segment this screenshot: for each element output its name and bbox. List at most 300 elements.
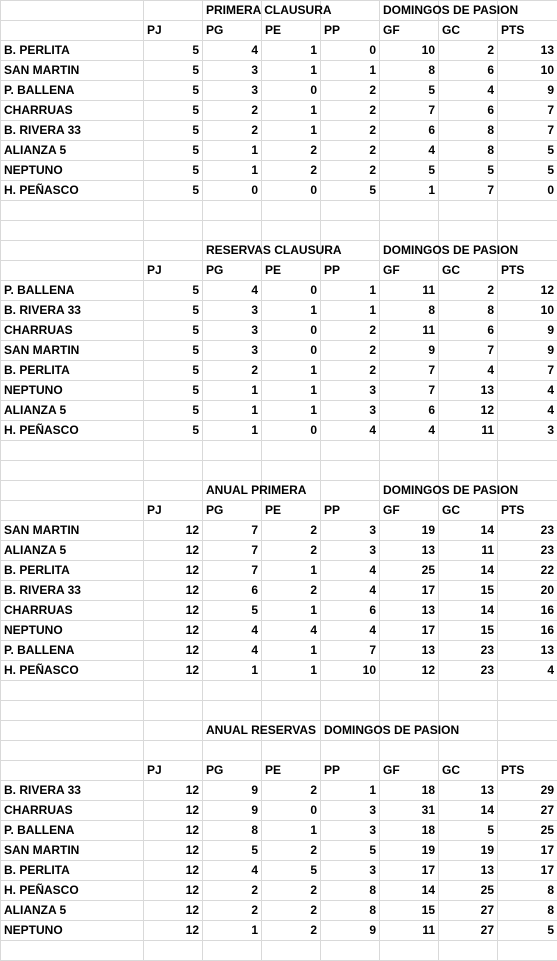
section-title[interactable]: ANUAL PRIMERA	[203, 481, 262, 501]
stat-value[interactable]: 2	[321, 321, 380, 341]
team-name[interactable]: P. BALLENA	[1, 81, 144, 101]
stat-value[interactable]: 0	[203, 181, 262, 201]
team-name[interactable]: H. PEÑASCO	[1, 661, 144, 681]
stat-value[interactable]: 5	[498, 921, 557, 941]
empty-cell[interactable]	[1, 221, 144, 241]
column-header[interactable]: GC	[439, 21, 498, 41]
stat-value[interactable]: 2	[321, 141, 380, 161]
stat-value[interactable]: 1	[262, 61, 321, 81]
stat-value[interactable]: 17	[498, 841, 557, 861]
stat-value[interactable]: 6	[439, 61, 498, 81]
stat-value[interactable]: 7	[498, 121, 557, 141]
stat-value[interactable]: 25	[498, 821, 557, 841]
stat-value[interactable]: 1	[262, 301, 321, 321]
stat-value[interactable]: 17	[498, 861, 557, 881]
empty-cell[interactable]	[262, 201, 321, 221]
team-name[interactable]: B. RIVERA 33	[1, 121, 144, 141]
column-header[interactable]: GF	[380, 761, 439, 781]
stat-value[interactable]: 12	[144, 861, 203, 881]
stat-value[interactable]: 2	[262, 161, 321, 181]
empty-cell[interactable]	[380, 741, 439, 761]
stat-value[interactable]: 27	[498, 801, 557, 821]
stat-value[interactable]: 0	[262, 321, 321, 341]
stat-value[interactable]: 5	[144, 61, 203, 81]
empty-cell[interactable]	[380, 701, 439, 721]
stat-value[interactable]: 13	[498, 641, 557, 661]
empty-cell[interactable]	[321, 741, 380, 761]
empty-cell[interactable]	[144, 701, 203, 721]
column-header[interactable]: PG	[203, 761, 262, 781]
team-name[interactable]: B. RIVERA 33	[1, 581, 144, 601]
stat-value[interactable]: 5	[144, 381, 203, 401]
column-header[interactable]: PP	[321, 21, 380, 41]
stat-value[interactable]: 7	[380, 101, 439, 121]
team-name[interactable]: CHARRUAS	[1, 101, 144, 121]
stat-value[interactable]: 1	[380, 181, 439, 201]
stat-value[interactable]: 5	[144, 121, 203, 141]
empty-cell[interactable]	[321, 441, 380, 461]
empty-cell[interactable]	[203, 461, 262, 481]
empty-cell[interactable]	[439, 701, 498, 721]
team-name[interactable]: B. PERLITA	[1, 361, 144, 381]
stat-value[interactable]: 14	[380, 881, 439, 901]
stat-value[interactable]: 1	[262, 821, 321, 841]
stat-value[interactable]: 5	[203, 601, 262, 621]
stat-value[interactable]: 4	[498, 401, 557, 421]
stat-value[interactable]: 12	[144, 521, 203, 541]
stat-value[interactable]: 2	[321, 361, 380, 381]
stat-value[interactable]: 2	[262, 881, 321, 901]
stat-value[interactable]: 8	[321, 901, 380, 921]
empty-cell[interactable]	[1, 941, 144, 961]
stat-value[interactable]: 3	[321, 521, 380, 541]
stat-value[interactable]: 5	[262, 861, 321, 881]
stat-value[interactable]: 0	[262, 421, 321, 441]
stat-value[interactable]: 7	[321, 641, 380, 661]
empty-cell[interactable]	[380, 461, 439, 481]
stat-value[interactable]: 6	[321, 601, 380, 621]
team-name[interactable]: SAN MARTIN	[1, 61, 144, 81]
stat-value[interactable]: 13	[439, 381, 498, 401]
stat-value[interactable]: 13	[498, 41, 557, 61]
empty-cell[interactable]	[144, 241, 203, 261]
empty-cell[interactable]	[1, 721, 144, 741]
stat-value[interactable]: 5	[321, 841, 380, 861]
stat-value[interactable]: 12	[144, 601, 203, 621]
empty-cell[interactable]	[380, 221, 439, 241]
empty-cell[interactable]	[262, 461, 321, 481]
stat-value[interactable]: 12	[144, 581, 203, 601]
stat-value[interactable]: 13	[439, 861, 498, 881]
empty-cell[interactable]	[321, 461, 380, 481]
column-header[interactable]: PJ	[144, 261, 203, 281]
stat-value[interactable]: 4	[380, 421, 439, 441]
section-subtitle[interactable]: DOMINGOS DE PASION	[380, 1, 439, 21]
stat-value[interactable]: 12	[144, 621, 203, 641]
empty-cell[interactable]	[498, 741, 557, 761]
empty-cell[interactable]	[144, 941, 203, 961]
stat-value[interactable]: 12	[144, 661, 203, 681]
stat-value[interactable]: 3	[321, 381, 380, 401]
column-header[interactable]: PE	[262, 761, 321, 781]
stat-value[interactable]: 7	[380, 361, 439, 381]
empty-cell[interactable]	[498, 721, 557, 741]
column-header[interactable]: PE	[262, 21, 321, 41]
team-name[interactable]: NEPTUNO	[1, 621, 144, 641]
stat-value[interactable]: 5	[144, 361, 203, 381]
stat-value[interactable]: 11	[380, 921, 439, 941]
stat-value[interactable]: 17	[380, 861, 439, 881]
empty-cell[interactable]	[262, 221, 321, 241]
stat-value[interactable]: 14	[439, 601, 498, 621]
stat-value[interactable]: 12	[380, 661, 439, 681]
stat-value[interactable]: 1	[262, 361, 321, 381]
empty-cell[interactable]	[1, 761, 144, 781]
stat-value[interactable]: 12	[439, 401, 498, 421]
stat-value[interactable]: 1	[203, 421, 262, 441]
stat-value[interactable]: 4	[203, 621, 262, 641]
stat-value[interactable]: 7	[380, 381, 439, 401]
team-name[interactable]: NEPTUNO	[1, 161, 144, 181]
stat-value[interactable]: 1	[321, 781, 380, 801]
stat-value[interactable]: 2	[262, 841, 321, 861]
stat-value[interactable]: 29	[498, 781, 557, 801]
stat-value[interactable]: 12	[144, 881, 203, 901]
stat-value[interactable]: 23	[498, 541, 557, 561]
stat-value[interactable]: 7	[498, 361, 557, 381]
stat-value[interactable]: 12	[144, 541, 203, 561]
stat-value[interactable]: 12	[144, 781, 203, 801]
team-name[interactable]: CHARRUAS	[1, 321, 144, 341]
stat-value[interactable]: 27	[439, 921, 498, 941]
stat-value[interactable]: 5	[144, 341, 203, 361]
team-name[interactable]: SAN MARTIN	[1, 521, 144, 541]
empty-cell[interactable]	[439, 221, 498, 241]
empty-cell[interactable]	[439, 461, 498, 481]
stat-value[interactable]: 8	[203, 821, 262, 841]
stat-value[interactable]: 5	[498, 161, 557, 181]
stat-value[interactable]: 3	[321, 801, 380, 821]
section-title[interactable]: RESERVAS CLAUSURA	[203, 241, 262, 261]
empty-cell[interactable]	[144, 461, 203, 481]
stat-value[interactable]: 2	[262, 541, 321, 561]
stat-value[interactable]: 2	[203, 901, 262, 921]
stat-value[interactable]: 7	[498, 101, 557, 121]
section-subtitle[interactable]: DOMINGOS DE PASION	[380, 241, 439, 261]
stat-value[interactable]: 4	[321, 581, 380, 601]
stat-value[interactable]: 11	[439, 541, 498, 561]
stat-value[interactable]: 2	[203, 361, 262, 381]
stat-value[interactable]: 5	[498, 141, 557, 161]
stat-value[interactable]: 1	[262, 601, 321, 621]
stat-value[interactable]: 8	[321, 881, 380, 901]
stat-value[interactable]: 1	[262, 101, 321, 121]
column-header[interactable]: PJ	[144, 21, 203, 41]
stat-value[interactable]: 8	[498, 881, 557, 901]
team-name[interactable]: SAN MARTIN	[1, 841, 144, 861]
empty-cell[interactable]	[321, 941, 380, 961]
column-header[interactable]: GF	[380, 261, 439, 281]
column-header[interactable]: GC	[439, 261, 498, 281]
stat-value[interactable]: 12	[144, 821, 203, 841]
team-name[interactable]: B. PERLITA	[1, 561, 144, 581]
stat-value[interactable]: 18	[380, 781, 439, 801]
stat-value[interactable]: 1	[262, 661, 321, 681]
stat-value[interactable]: 1	[262, 401, 321, 421]
stat-value[interactable]: 1	[203, 381, 262, 401]
stat-value[interactable]: 23	[439, 661, 498, 681]
stat-value[interactable]: 16	[498, 621, 557, 641]
column-header[interactable]: GC	[439, 501, 498, 521]
stat-value[interactable]: 5	[439, 161, 498, 181]
empty-cell[interactable]	[144, 201, 203, 221]
team-name[interactable]: ALIANZA 5	[1, 141, 144, 161]
stat-value[interactable]: 2	[439, 41, 498, 61]
empty-cell[interactable]	[439, 941, 498, 961]
stat-value[interactable]: 4	[203, 861, 262, 881]
stat-value[interactable]: 5	[144, 281, 203, 301]
stat-value[interactable]: 5	[380, 161, 439, 181]
empty-cell[interactable]	[498, 461, 557, 481]
empty-cell[interactable]	[1, 701, 144, 721]
stat-value[interactable]: 5	[144, 401, 203, 421]
stat-value[interactable]: 1	[321, 281, 380, 301]
stat-value[interactable]: 9	[203, 801, 262, 821]
empty-cell[interactable]	[1, 681, 144, 701]
column-header[interactable]: PG	[203, 21, 262, 41]
stat-value[interactable]: 15	[439, 621, 498, 641]
empty-cell[interactable]	[262, 681, 321, 701]
stat-value[interactable]: 5	[439, 821, 498, 841]
column-header[interactable]: PTS	[498, 21, 557, 41]
stat-value[interactable]: 2	[321, 101, 380, 121]
stat-value[interactable]: 12	[144, 921, 203, 941]
column-header[interactable]: GF	[380, 501, 439, 521]
team-name[interactable]: B. RIVERA 33	[1, 781, 144, 801]
stat-value[interactable]: 15	[380, 901, 439, 921]
column-header[interactable]: PP	[321, 501, 380, 521]
empty-cell[interactable]	[439, 681, 498, 701]
column-header[interactable]: PG	[203, 261, 262, 281]
empty-cell[interactable]	[262, 441, 321, 461]
empty-cell[interactable]	[439, 201, 498, 221]
stat-value[interactable]: 13	[439, 781, 498, 801]
team-name[interactable]: B. PERLITA	[1, 41, 144, 61]
empty-cell[interactable]	[439, 441, 498, 461]
stat-value[interactable]: 11	[439, 421, 498, 441]
column-header[interactable]: PJ	[144, 501, 203, 521]
stat-value[interactable]: 6	[203, 581, 262, 601]
empty-cell[interactable]	[262, 741, 321, 761]
stat-value[interactable]: 1	[321, 301, 380, 321]
team-name[interactable]: NEPTUNO	[1, 921, 144, 941]
stat-value[interactable]: 19	[380, 521, 439, 541]
stat-value[interactable]: 6	[439, 321, 498, 341]
stat-value[interactable]: 0	[262, 801, 321, 821]
stat-value[interactable]: 2	[262, 581, 321, 601]
empty-cell[interactable]	[498, 201, 557, 221]
empty-cell[interactable]	[262, 941, 321, 961]
stat-value[interactable]: 25	[439, 881, 498, 901]
stat-value[interactable]: 19	[380, 841, 439, 861]
stat-value[interactable]: 9	[498, 321, 557, 341]
empty-cell[interactable]	[380, 201, 439, 221]
empty-cell[interactable]	[498, 441, 557, 461]
column-header[interactable]: PG	[203, 501, 262, 521]
stat-value[interactable]: 12	[498, 281, 557, 301]
stat-value[interactable]: 7	[439, 341, 498, 361]
empty-cell[interactable]	[203, 681, 262, 701]
stat-value[interactable]: 5	[144, 421, 203, 441]
team-name[interactable]: CHARRUAS	[1, 801, 144, 821]
stat-value[interactable]: 5	[144, 41, 203, 61]
section-title[interactable]: PRIMERA CLAUSURA	[203, 1, 262, 21]
stat-value[interactable]: 2	[321, 161, 380, 181]
empty-cell[interactable]	[321, 481, 380, 501]
empty-cell[interactable]	[1, 461, 144, 481]
stat-value[interactable]: 3	[203, 301, 262, 321]
empty-cell[interactable]	[321, 681, 380, 701]
stat-value[interactable]: 1	[262, 41, 321, 61]
stat-value[interactable]: 25	[380, 561, 439, 581]
stat-value[interactable]: 2	[262, 921, 321, 941]
stat-value[interactable]: 4	[498, 661, 557, 681]
empty-cell[interactable]	[321, 221, 380, 241]
stat-value[interactable]: 4	[439, 361, 498, 381]
stat-value[interactable]: 0	[262, 281, 321, 301]
stat-value[interactable]: 3	[203, 321, 262, 341]
empty-cell[interactable]	[203, 221, 262, 241]
empty-cell[interactable]	[144, 681, 203, 701]
empty-cell[interactable]	[321, 201, 380, 221]
stat-value[interactable]: 12	[144, 841, 203, 861]
empty-cell[interactable]	[1, 21, 144, 41]
stat-value[interactable]: 3	[321, 861, 380, 881]
column-header[interactable]: PTS	[498, 761, 557, 781]
stat-value[interactable]: 3	[203, 341, 262, 361]
team-name[interactable]: B. PERLITA	[1, 861, 144, 881]
stat-value[interactable]: 2	[262, 521, 321, 541]
team-name[interactable]: ALIANZA 5	[1, 401, 144, 421]
stat-value[interactable]: 4	[203, 641, 262, 661]
stat-value[interactable]: 8	[439, 121, 498, 141]
stat-value[interactable]: 8	[380, 61, 439, 81]
stat-value[interactable]: 0	[262, 81, 321, 101]
empty-cell[interactable]	[1, 241, 144, 261]
stat-value[interactable]: 5	[144, 181, 203, 201]
stat-value[interactable]: 5	[144, 141, 203, 161]
stat-value[interactable]: 12	[144, 561, 203, 581]
stat-value[interactable]: 9	[380, 341, 439, 361]
stat-value[interactable]: 19	[439, 841, 498, 861]
stat-value[interactable]: 5	[144, 301, 203, 321]
section-subtitle[interactable]: DOMINGOS DE PASION	[321, 721, 380, 741]
stat-value[interactable]: 2	[262, 781, 321, 801]
stat-value[interactable]: 2	[321, 121, 380, 141]
stat-value[interactable]: 7	[203, 561, 262, 581]
stat-value[interactable]: 2	[203, 101, 262, 121]
column-header[interactable]: PE	[262, 261, 321, 281]
team-name[interactable]: H. PEÑASCO	[1, 421, 144, 441]
empty-cell[interactable]	[203, 941, 262, 961]
empty-cell[interactable]	[144, 741, 203, 761]
stat-value[interactable]: 14	[439, 801, 498, 821]
column-header[interactable]: PP	[321, 261, 380, 281]
empty-cell[interactable]	[380, 441, 439, 461]
stat-value[interactable]: 4	[321, 621, 380, 641]
stat-value[interactable]: 0	[321, 41, 380, 61]
stat-value[interactable]: 7	[203, 541, 262, 561]
stat-value[interactable]: 5	[203, 841, 262, 861]
stat-value[interactable]: 18	[380, 821, 439, 841]
stat-value[interactable]: 3	[203, 61, 262, 81]
stat-value[interactable]: 17	[380, 621, 439, 641]
stat-value[interactable]: 9	[321, 921, 380, 941]
empty-cell[interactable]	[1, 741, 144, 761]
team-name[interactable]: H. PEÑASCO	[1, 181, 144, 201]
stat-value[interactable]: 1	[262, 121, 321, 141]
stat-value[interactable]: 7	[203, 521, 262, 541]
stat-value[interactable]: 1	[203, 661, 262, 681]
stat-value[interactable]: 1	[203, 401, 262, 421]
stat-value[interactable]: 15	[439, 581, 498, 601]
stat-value[interactable]: 13	[380, 601, 439, 621]
empty-cell[interactable]	[380, 941, 439, 961]
stat-value[interactable]: 12	[144, 901, 203, 921]
section-title[interactable]: ANUAL RESERVAS	[203, 721, 262, 741]
empty-cell[interactable]	[144, 441, 203, 461]
column-header[interactable]: GF	[380, 21, 439, 41]
empty-cell[interactable]	[144, 1, 203, 21]
stat-value[interactable]: 5	[144, 161, 203, 181]
team-name[interactable]: B. RIVERA 33	[1, 301, 144, 321]
empty-cell[interactable]	[144, 481, 203, 501]
stat-value[interactable]: 11	[380, 321, 439, 341]
stat-value[interactable]: 23	[439, 641, 498, 661]
stat-value[interactable]: 1	[262, 561, 321, 581]
empty-cell[interactable]	[1, 481, 144, 501]
team-name[interactable]: CHARRUAS	[1, 601, 144, 621]
stat-value[interactable]: 7	[439, 181, 498, 201]
stat-value[interactable]: 9	[498, 341, 557, 361]
stat-value[interactable]: 4	[380, 141, 439, 161]
stat-value[interactable]: 2	[203, 881, 262, 901]
stat-value[interactable]: 2	[321, 81, 380, 101]
stat-value[interactable]: 13	[380, 641, 439, 661]
stat-value[interactable]: 10	[498, 61, 557, 81]
column-header[interactable]: PJ	[144, 761, 203, 781]
stat-value[interactable]: 4	[439, 81, 498, 101]
stat-value[interactable]: 1	[262, 641, 321, 661]
stat-value[interactable]: 9	[203, 781, 262, 801]
stat-value[interactable]: 5	[321, 181, 380, 201]
stat-value[interactable]: 4	[321, 561, 380, 581]
stat-value[interactable]: 1	[262, 381, 321, 401]
stat-value[interactable]: 5	[144, 81, 203, 101]
team-name[interactable]: SAN MARTIN	[1, 341, 144, 361]
stat-value[interactable]: 3	[321, 821, 380, 841]
empty-cell[interactable]	[498, 701, 557, 721]
stat-value[interactable]: 2	[203, 121, 262, 141]
stat-value[interactable]: 12	[144, 641, 203, 661]
team-name[interactable]: NEPTUNO	[1, 381, 144, 401]
column-header[interactable]: GC	[439, 761, 498, 781]
team-name[interactable]: P. BALLENA	[1, 821, 144, 841]
column-header[interactable]: PTS	[498, 501, 557, 521]
column-header[interactable]: PTS	[498, 261, 557, 281]
stat-value[interactable]: 31	[380, 801, 439, 821]
stat-value[interactable]: 3	[321, 541, 380, 561]
